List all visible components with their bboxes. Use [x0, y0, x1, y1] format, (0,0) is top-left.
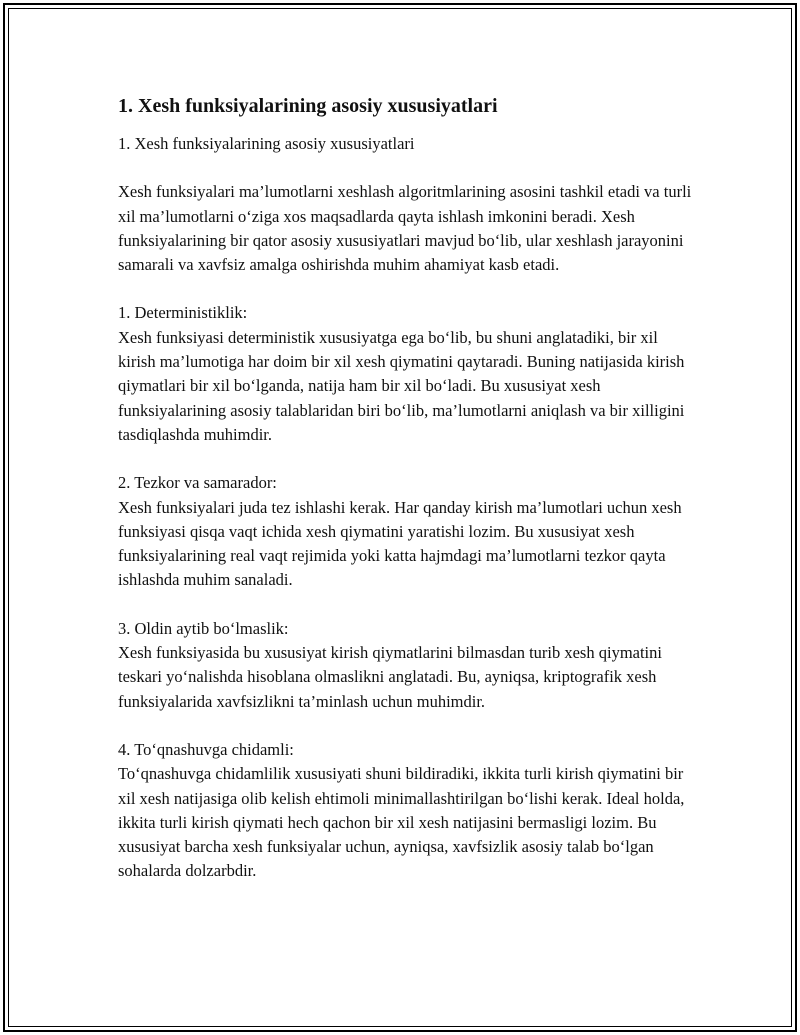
document-content	[118, 92, 698, 908]
section-deterministic	[118, 301, 698, 447]
section-speed	[118, 471, 698, 592]
section-title: 1. Deterministiklik:	[118, 303, 248, 323]
document-subheading: 1. Xesh funksiyalarining asosiy xususiyatlari	[118, 134, 415, 153]
section-title: 4. To‘qnashuvga chidamli:	[118, 739, 294, 759]
section-body: Xesh funksiyasida bu xususiyat kirish qiymatlarini bilmasdan turib xesh qiymatini teskari yo‘nalishda hisoblana olmaslikni anglatadi. Bu, ayniqsa, kriptografik xesh funksiyalarida xavfsizlikni ta’minlash uchun muhimdir.	[118, 643, 662, 711]
section-collision	[118, 738, 698, 884]
section-title: 2. Tezkor va samarador:	[118, 473, 277, 493]
intro-paragraph: Xesh funksiyalari ma’lumotlarni xeshlash algoritmlarining asosini tashkil etadi va turli xil ma’lumotlarni o‘ziga xos maqsadlarda qayta ishlash imkonini beradi. Xesh funksiyalarining bir qator asosiy xususiyatlari mavjud bo‘lib, ular xeshlash jarayonini samarali va xavfsiz amalga oshirishda muhim ahamiyat kasb etadi.	[118, 182, 692, 275]
section-body: To‘qnashuvga chidamlilik xususiyati shuni bildiradiki, ikkita turli kirish qiymatini bir xil xesh natijasiga olib kelish ehtimoli minimallashtirilgan bo‘lishi kerak. Ideal holda, ikkita turli kirish qiymati hech qachon bir xil xesh natijasini bermasligi lozim. Bu xususiyat barcha xesh funksiyalar uchun, ayniqsa, xavfsizlik asosiy talab bo‘lgan sohalarda dolzarbdir.	[118, 764, 685, 881]
document-heading: 1. Xesh funksiyalarining asosiy xususiyatlari	[118, 95, 498, 117]
section-preimage	[118, 617, 698, 714]
section-body: Xesh funksiyasi deterministik xususiyatga ega bo‘lib, bu shuni anglatadiki, bir xil kirish ma’lumotiga har doim bir xil xesh qiymatini qaytaradi. Buning natijasida kirish qiymatlari bir xil bo‘lganda, natija ham bir xil bo‘ladi. Bu xususiyat xesh funksiyalarining asosiy talablaridan biri bo‘lib, ma’lumotlarni aniqlash va bir xilligini tasdiqlashda muhimdir.	[118, 327, 685, 444]
section-title: 3. Oldin aytib bo‘lmaslik:	[118, 618, 289, 638]
section-body: Xesh funksiyalari juda tez ishlashi kerak. Har qanday kirish ma’lumotlari uchun xesh funksiyasi qisqa vaqt ichida xesh qiymatini yaratishi lozim. Bu xususiyat xesh funksiyalarining real vaqt rejimida yoki katta hajmdagi ma’lumotlarni tezkor qayta ishlashda muhim sanaladi.	[118, 497, 682, 590]
